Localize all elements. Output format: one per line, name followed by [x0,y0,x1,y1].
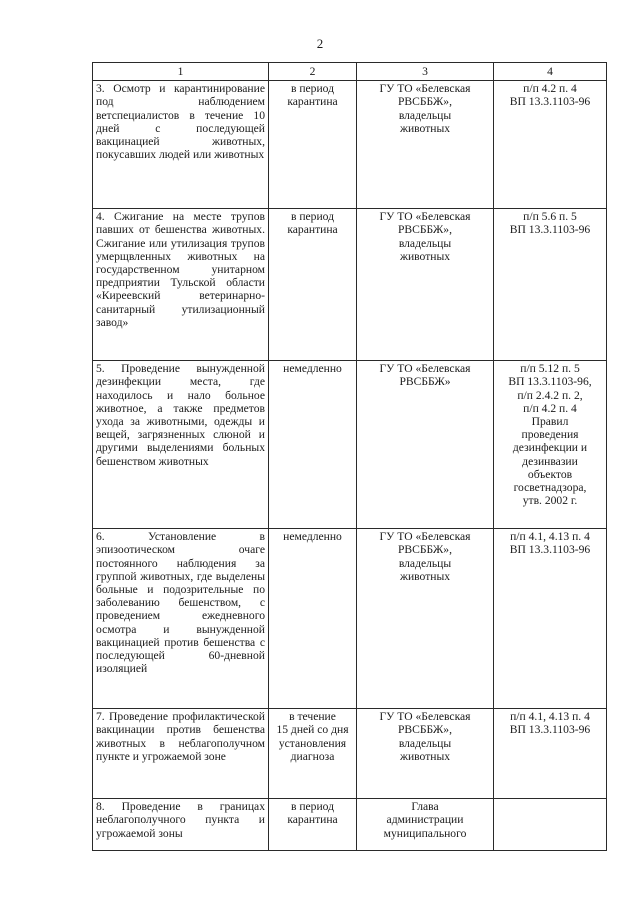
measure-text: 3. Осмотр и карантинирование под наблюдением ветспециалистов в течение 10 дней с последующей вакцинацией животных, покусавших людей или животных [96,82,265,162]
deadline-cell [269,209,357,361]
deadline-cell [269,709,357,799]
measure-text: 5. Проведение вынужденной дезинфекции места, где находилось и нало больное животное, а также предметов ухода за животными, одежды и вещей, загрязненных слюной и другими выделениями больных бешенством животных [96,362,265,468]
executor-cell [357,81,494,209]
basis-cell [494,709,607,799]
executor-text: ГУ ТО «Белевская РВСББЖ», владельцы животных [379,210,471,263]
column-header-4: 4 [494,63,607,81]
deadline-text: в период карантина [287,210,338,237]
table-row [93,799,607,851]
executor-text: ГУ ТО «Белевская РВСББЖ», владельцы животных [379,710,471,763]
executor-text: Глава администрации муниципального [383,800,467,840]
executor-text: ГУ ТО «Белевская РВСББЖ» [379,362,471,389]
column-header-2: 2 [269,63,357,81]
measure-cell [93,799,269,851]
basis-text: п/п 4.1, 4.13 п. 4 ВП 13.3.1103-96 [509,530,591,557]
deadline-text: в период карантина [287,82,338,109]
deadline-cell [269,81,357,209]
measure-text: 8. Проведение в границах неблагополучного пункта и угрожаемой зоны [96,800,265,840]
measure-text: 7. Проведение профилактической вакцинации против бешенства животных в неблагополучном пункте и угрожаемой зоне [96,710,265,763]
basis-text: п/п 4.2 п. 4 ВП 13.3.1103-96 [509,82,591,109]
deadline-text: немедленно [283,530,342,544]
table-row [93,361,607,529]
measure-cell [93,361,269,529]
executor-cell [357,529,494,709]
executor-cell [357,799,494,851]
measures-table [92,62,607,851]
basis-text: п/п 5.12 п. 5 ВП 13.3.1103-96, п/п 2.4.2 п. 2, п/п 4.2 п. 4 Правил проведения дезинфекции и дезинвазии объектов госветнадзора, утв. 2002 г. [508,362,592,508]
page-number: 2 [316,36,324,51]
table-row [93,529,607,709]
basis-cell [494,81,607,209]
executor-cell [357,209,494,361]
measure-text: 4. Сжигание на месте трупов павших от бешенства животных. Сжигание или утилизация трупов умерщвленных животных на государственном унитарном предприятии Тульской области «Киреевский ветеринарно-санитарный утилизационный завод» [96,210,265,329]
deadline-cell [269,799,357,851]
basis-text: п/п 4.1, 4.13 п. 4 ВП 13.3.1103-96 [509,710,591,737]
basis-cell [494,529,607,709]
executor-text: ГУ ТО «Белевская РВСББЖ», владельцы животных [379,530,471,583]
measure-text: 6. Установление в эпизоотическом очаге постоянного наблюдения за группой животных, где выделены больные и подозрительные по заболеванию бешенством, с проведением ежедневного осмотра и вынужденной вакцинацией против бешенства с последующей 60-дневной изоляцией [96,530,265,676]
deadline-text: в течение 15 дней со дня установления диагноза [276,710,349,763]
column-header-1: 1 [93,63,269,81]
executor-cell [357,361,494,529]
table-header-row [93,63,607,81]
table-row [93,209,607,361]
basis-cell [494,361,607,529]
measure-cell [93,529,269,709]
measure-cell [93,81,269,209]
basis-cell [494,209,607,361]
deadline-text: в период карантина [287,800,338,827]
table-row [93,81,607,209]
basis-text: п/п 5.6 п. 5 ВП 13.3.1103-96 [509,210,591,237]
deadline-text: немедленно [283,362,342,376]
column-header-3: 3 [357,63,494,81]
basis-cell [494,799,607,851]
executor-cell [357,709,494,799]
measure-cell [93,209,269,361]
measure-cell [93,709,269,799]
deadline-cell [269,529,357,709]
table-row [93,709,607,799]
executor-text: ГУ ТО «Белевская РВСББЖ», владельцы животных [379,82,471,135]
deadline-cell [269,361,357,529]
